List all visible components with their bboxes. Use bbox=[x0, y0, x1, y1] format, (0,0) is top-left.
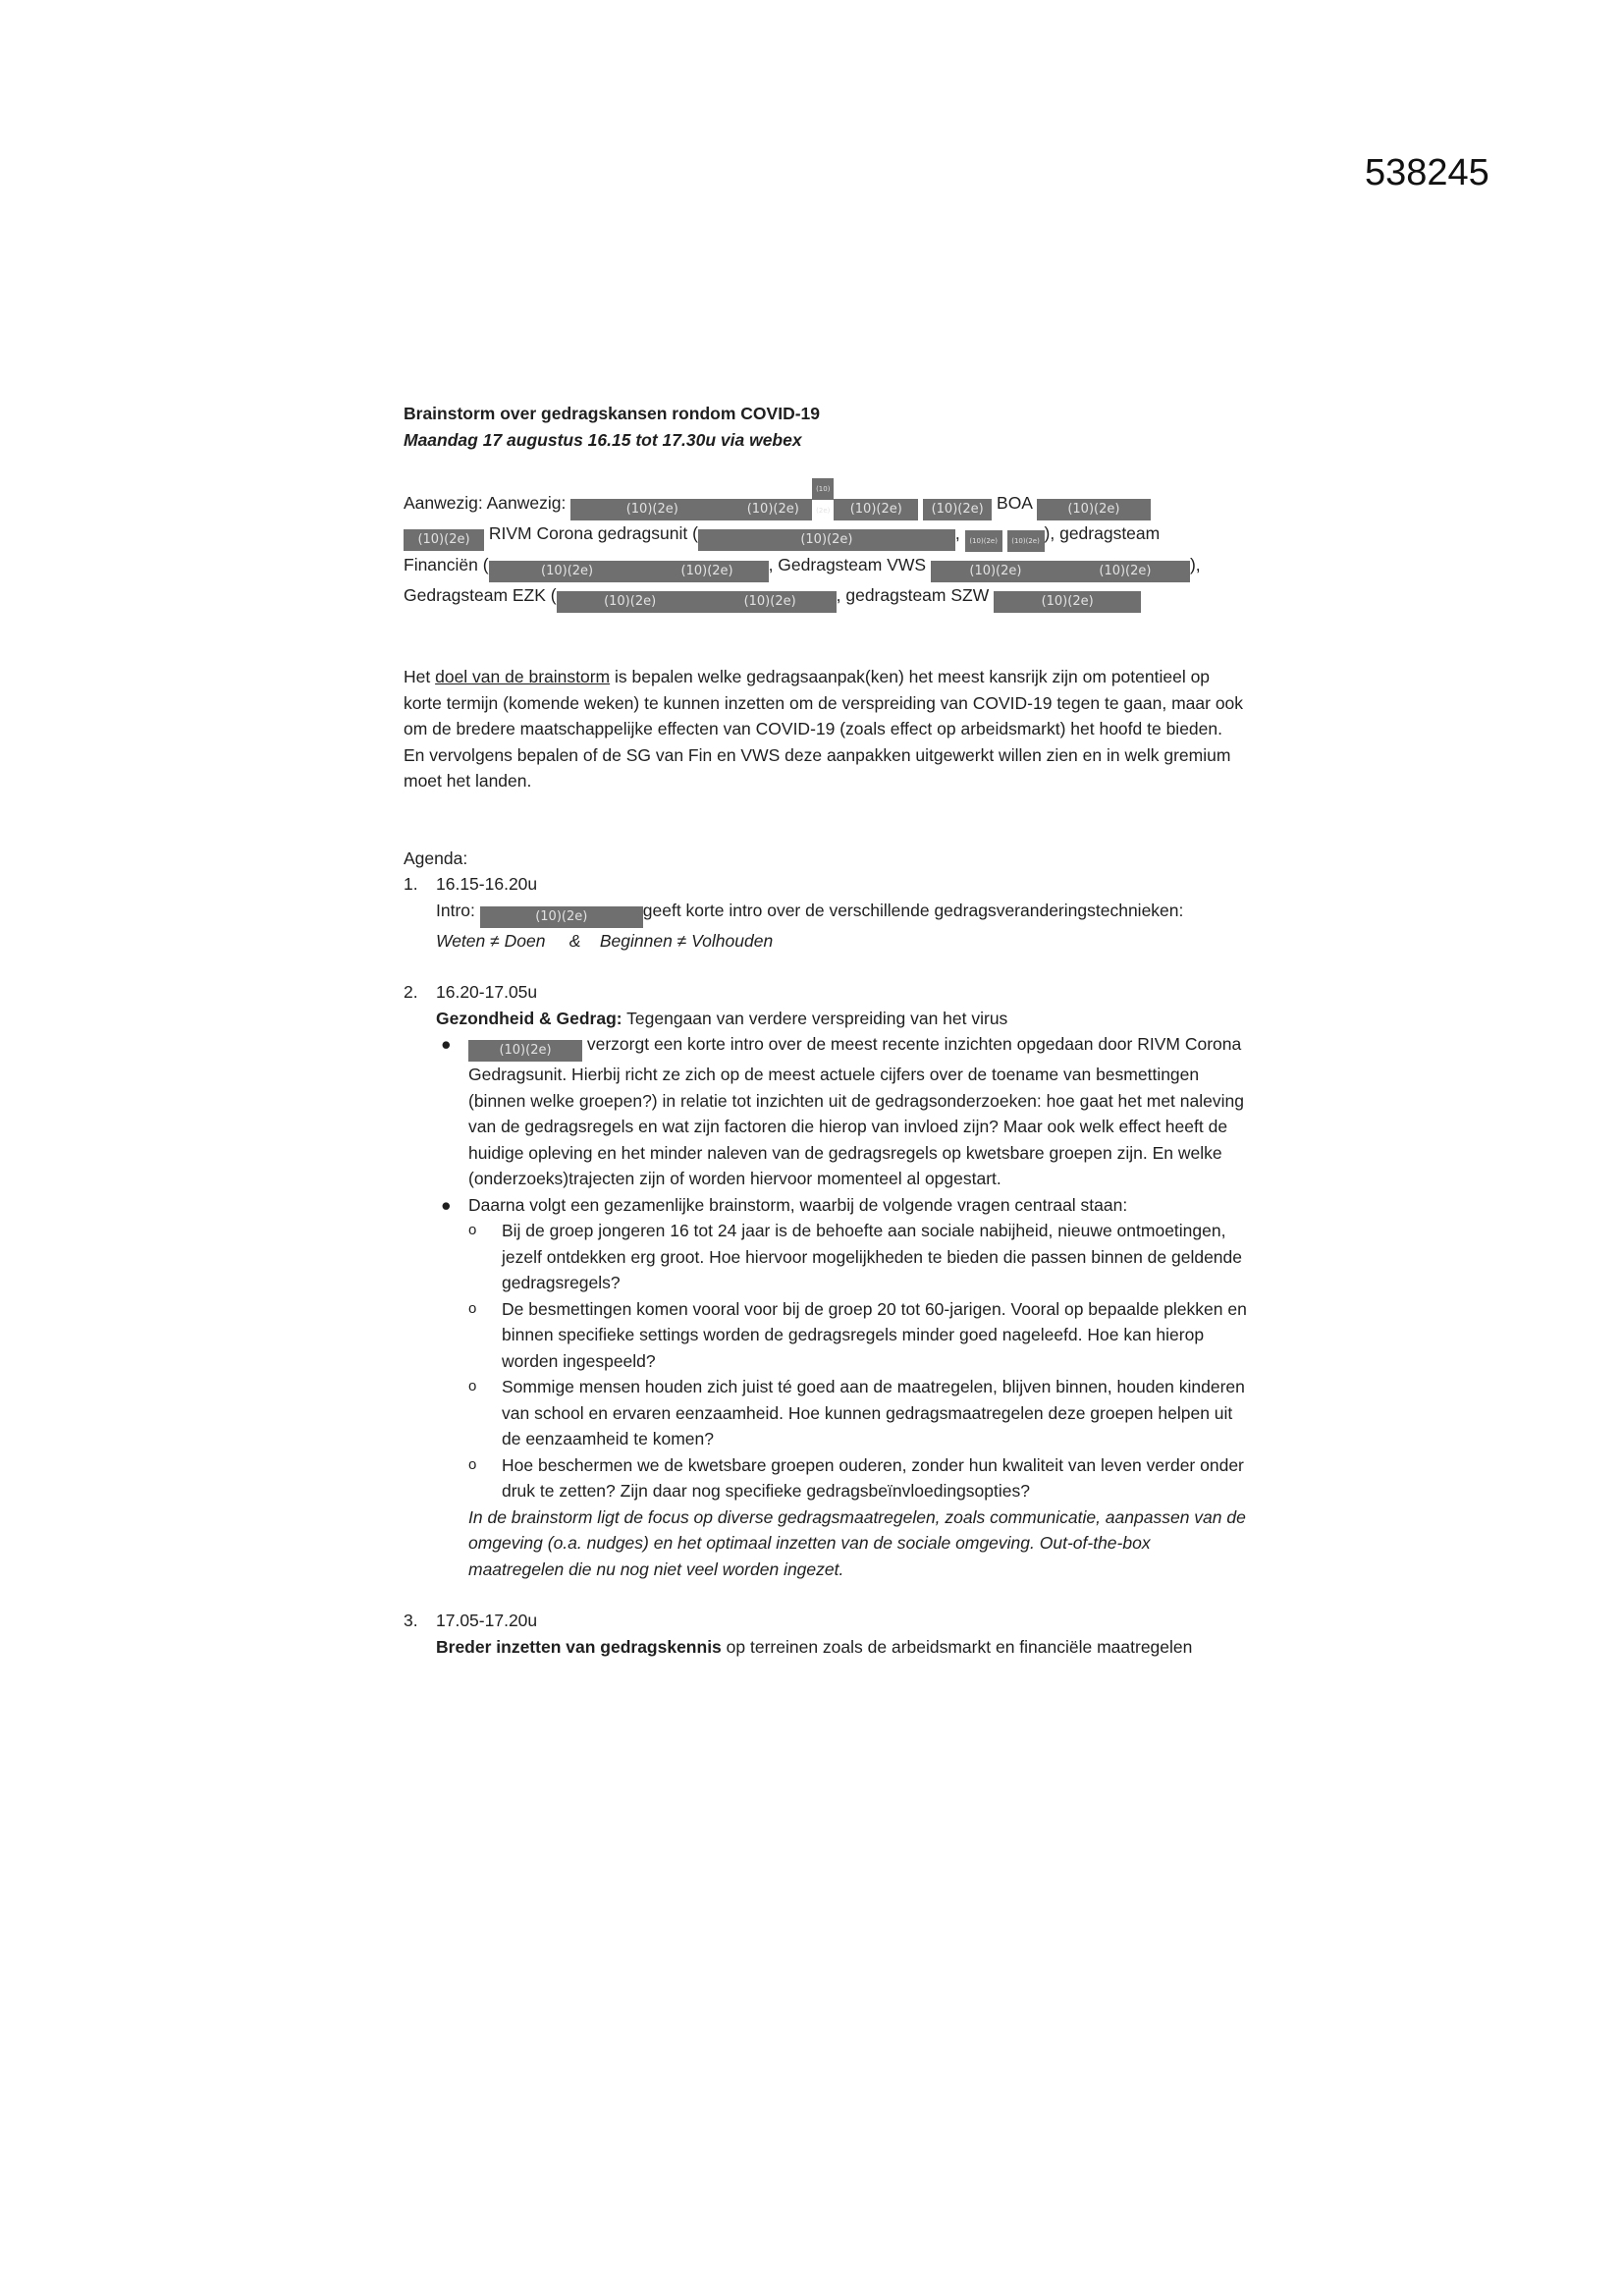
redaction-box: (10)(2e) bbox=[480, 906, 643, 928]
redaction-box: (10)(2e) bbox=[1060, 561, 1190, 582]
redaction-box: (10)(2e) bbox=[733, 499, 812, 520]
redaction-box: (10)(2e) bbox=[704, 591, 837, 613]
bullet-text: verzorgt een korte intro over de meest recente inzichten opgedaan door RIVM Corona Gedragsunit. Hierbij richt ze zich op de meest actuele cijfers over de toename van besmettingen (binnen welke groepen?) in relatie tot inzichten uit de gedragsonderzoeken: hoe gaat het met naleving van de gedragsregels en wat zijn factoren die hierop van invloed zijn? Maar ook welk effect heeft de huidige opleving en het minder naleven van de gedragsregels op kwetsbare groepen zijn. En welke (onderzoeks)trajecten zijn of worden hiervoor momenteel al opgestart. bbox=[468, 1034, 1244, 1188]
intro-text: is bepalen welke gedragsaanpak(ken) het meest kansrijk zijn om potentieel op korte termijn (komende weken) te kunnen inzetten om de verspreiding van COVID-19 tegen te gaan, maar ook om de bredere maatschappelijke effecten van COVID-19 (zoals effect op arbeidsmarkt) het hoofd te bieden. En vervolgens bepalen of de SG van Fin en VWS deze aanpakken uitgewerkt willen zien en in welk gremium moet het landen. bbox=[404, 667, 1244, 791]
intro-paragraph bbox=[404, 664, 1248, 794]
agenda-item-time: 17.05-17.20u bbox=[436, 1611, 538, 1630]
bullet-item bbox=[436, 1031, 1248, 1192]
redaction-box: (10)(2e) bbox=[923, 499, 992, 520]
document-body bbox=[404, 401, 1248, 1660]
document-subtitle: Maandag 17 augustus 16.15 tot 17.30u via webex bbox=[404, 429, 802, 450]
szw-label: , gedragsteam SZW bbox=[836, 585, 990, 605]
agenda-item-time: 16.20-17.05u bbox=[436, 982, 538, 1002]
question-text: De besmettingen komen vooral voor bij de groep 20 tot 60-jarigen. Vooral op bepaalde plekken en binnen specifieke settings worden de gedragsregels minder goed nageleefd. Hoe kan hierop worden ingespeeld? bbox=[502, 1298, 1247, 1371]
doel-underlined: doel van de brainstorm bbox=[435, 667, 611, 686]
section-heading-rest: op terreinen zoals de arbeidsmarkt en financiële maatregelen bbox=[721, 1636, 1193, 1657]
financien-label: Financiën ( bbox=[404, 555, 489, 574]
intro-description: geeft korte intro over de verschillende gedragsveranderingstechnieken: bbox=[642, 900, 1184, 920]
question-text: Sommige mensen houden zich juist té goed aan de maatregelen, blijven binnen, houden kinderen van school en ervaren eenzaamheid. Hoe kunnen gedragsmaatregelen deze groepen helpen uit de eenzaamheid te komen? bbox=[502, 1377, 1245, 1449]
redaction-box: (10)(2e) bbox=[965, 530, 1002, 552]
intro-label: Intro: bbox=[436, 900, 475, 920]
question-item bbox=[404, 1374, 1248, 1452]
section-heading-bold: Breder inzetten van gedragskennis bbox=[436, 1636, 722, 1657]
redaction-box: (10)(2e) bbox=[570, 499, 733, 520]
bullet-text: Daarna volgt een gezamenlijke brainstorm, waarbij de volgende vragen centraal staan: bbox=[468, 1194, 1128, 1215]
agenda-item-1 bbox=[404, 871, 1248, 954]
question-item bbox=[404, 1452, 1248, 1504]
redaction-box: (10)(2e) bbox=[994, 591, 1141, 613]
document-number: 538245 bbox=[1365, 152, 1489, 193]
redaction-box: (10)(2e) bbox=[1007, 530, 1045, 552]
redaction-box: (10)(2e) bbox=[834, 499, 918, 520]
redaction-box: (10)(2e) bbox=[557, 591, 704, 613]
gedragsteam-fin-label: ), gedragsteam bbox=[1044, 523, 1161, 543]
attendees bbox=[404, 478, 1248, 613]
redaction-box: (10)(2e) bbox=[931, 561, 1060, 582]
bullet-icon: ● bbox=[441, 1194, 452, 1215]
circle-bullet-icon: o bbox=[468, 1455, 477, 1473]
redaction-box: (10)(2e) bbox=[812, 478, 834, 500]
brainstorm-note: In de brainstorm ligt de focus op diverse gedragsmaatregelen, zoals communicatie, aanpassen van de omgeving (o.a. nudges) en het optimaal inzetten van de sociale omgeving. Out-of-the-box maatregelen die nu nog niet veel worden ingezet. bbox=[468, 1506, 1246, 1579]
document-title: Brainstorm over gedragskansen rondom COVID-19 bbox=[404, 404, 820, 423]
vws-label: , Gedragsteam VWS bbox=[768, 555, 927, 574]
rivm-label: RIVM Corona gedragsunit ( bbox=[488, 523, 698, 543]
boa-label: BOA bbox=[997, 493, 1033, 513]
section-heading-rest: Tegengaan van verdere verspreiding van het virus bbox=[622, 1008, 1008, 1028]
question-text: Hoe beschermen we de kwetsbare groepen ouderen, zonder hun kwaliteit van leven verder onder druk te zetten? Zijn daar nog specifieke gedragsbeïnvloedingsopties? bbox=[502, 1454, 1244, 1501]
ezk-label: Gedragsteam EZK ( bbox=[404, 585, 557, 605]
section-heading-bold: Gezondheid & Gedrag: bbox=[436, 1008, 622, 1028]
agenda-item-time: 16.15-16.20u bbox=[436, 874, 538, 894]
attendees-label: Aanwezig: Aanwezig: bbox=[404, 493, 567, 513]
question-item bbox=[404, 1218, 1248, 1296]
question-item bbox=[404, 1296, 1248, 1375]
redaction-box: (10)(2e) bbox=[489, 561, 646, 582]
redaction-box: (10)(2e) bbox=[1037, 499, 1151, 520]
agenda-item-number: 1. bbox=[404, 874, 418, 894]
agenda-item-3 bbox=[404, 1608, 1248, 1660]
motto: Weten ≠ Doen & Beginnen ≠ Volhouden bbox=[436, 930, 774, 951]
agenda-item-2 bbox=[404, 979, 1248, 1031]
circle-bullet-icon: o bbox=[468, 1222, 477, 1238]
agenda-item-number: 3. bbox=[404, 1611, 418, 1630]
agenda-label: Agenda: bbox=[404, 847, 468, 868]
circle-bullet-icon: o bbox=[468, 1378, 477, 1394]
redaction-box: (10)(2e) bbox=[698, 529, 955, 551]
bullet-icon: ● bbox=[441, 1034, 452, 1054]
question-text: Bij de groep jongeren 16 tot 24 jaar is de behoefte aan sociale nabijheid, nieuwe ontmoetingen, jezelf ontdekken erg groot. Hoe hiervoor mogelijkheden te bieden die passen binnen de geldende gedragsregels? bbox=[502, 1221, 1243, 1292]
separator: , bbox=[954, 523, 960, 543]
intro-prefix: Het bbox=[404, 667, 436, 686]
bullet-item bbox=[436, 1192, 1248, 1219]
separator: ), bbox=[1189, 555, 1201, 574]
redaction-box: (10)(2e) bbox=[646, 561, 769, 582]
redaction-box: (10)(2e) bbox=[404, 529, 484, 551]
circle-bullet-icon: o bbox=[468, 1299, 477, 1317]
redaction-box: (10)(2e) bbox=[468, 1040, 582, 1062]
agenda-item-number: 2. bbox=[404, 982, 418, 1002]
